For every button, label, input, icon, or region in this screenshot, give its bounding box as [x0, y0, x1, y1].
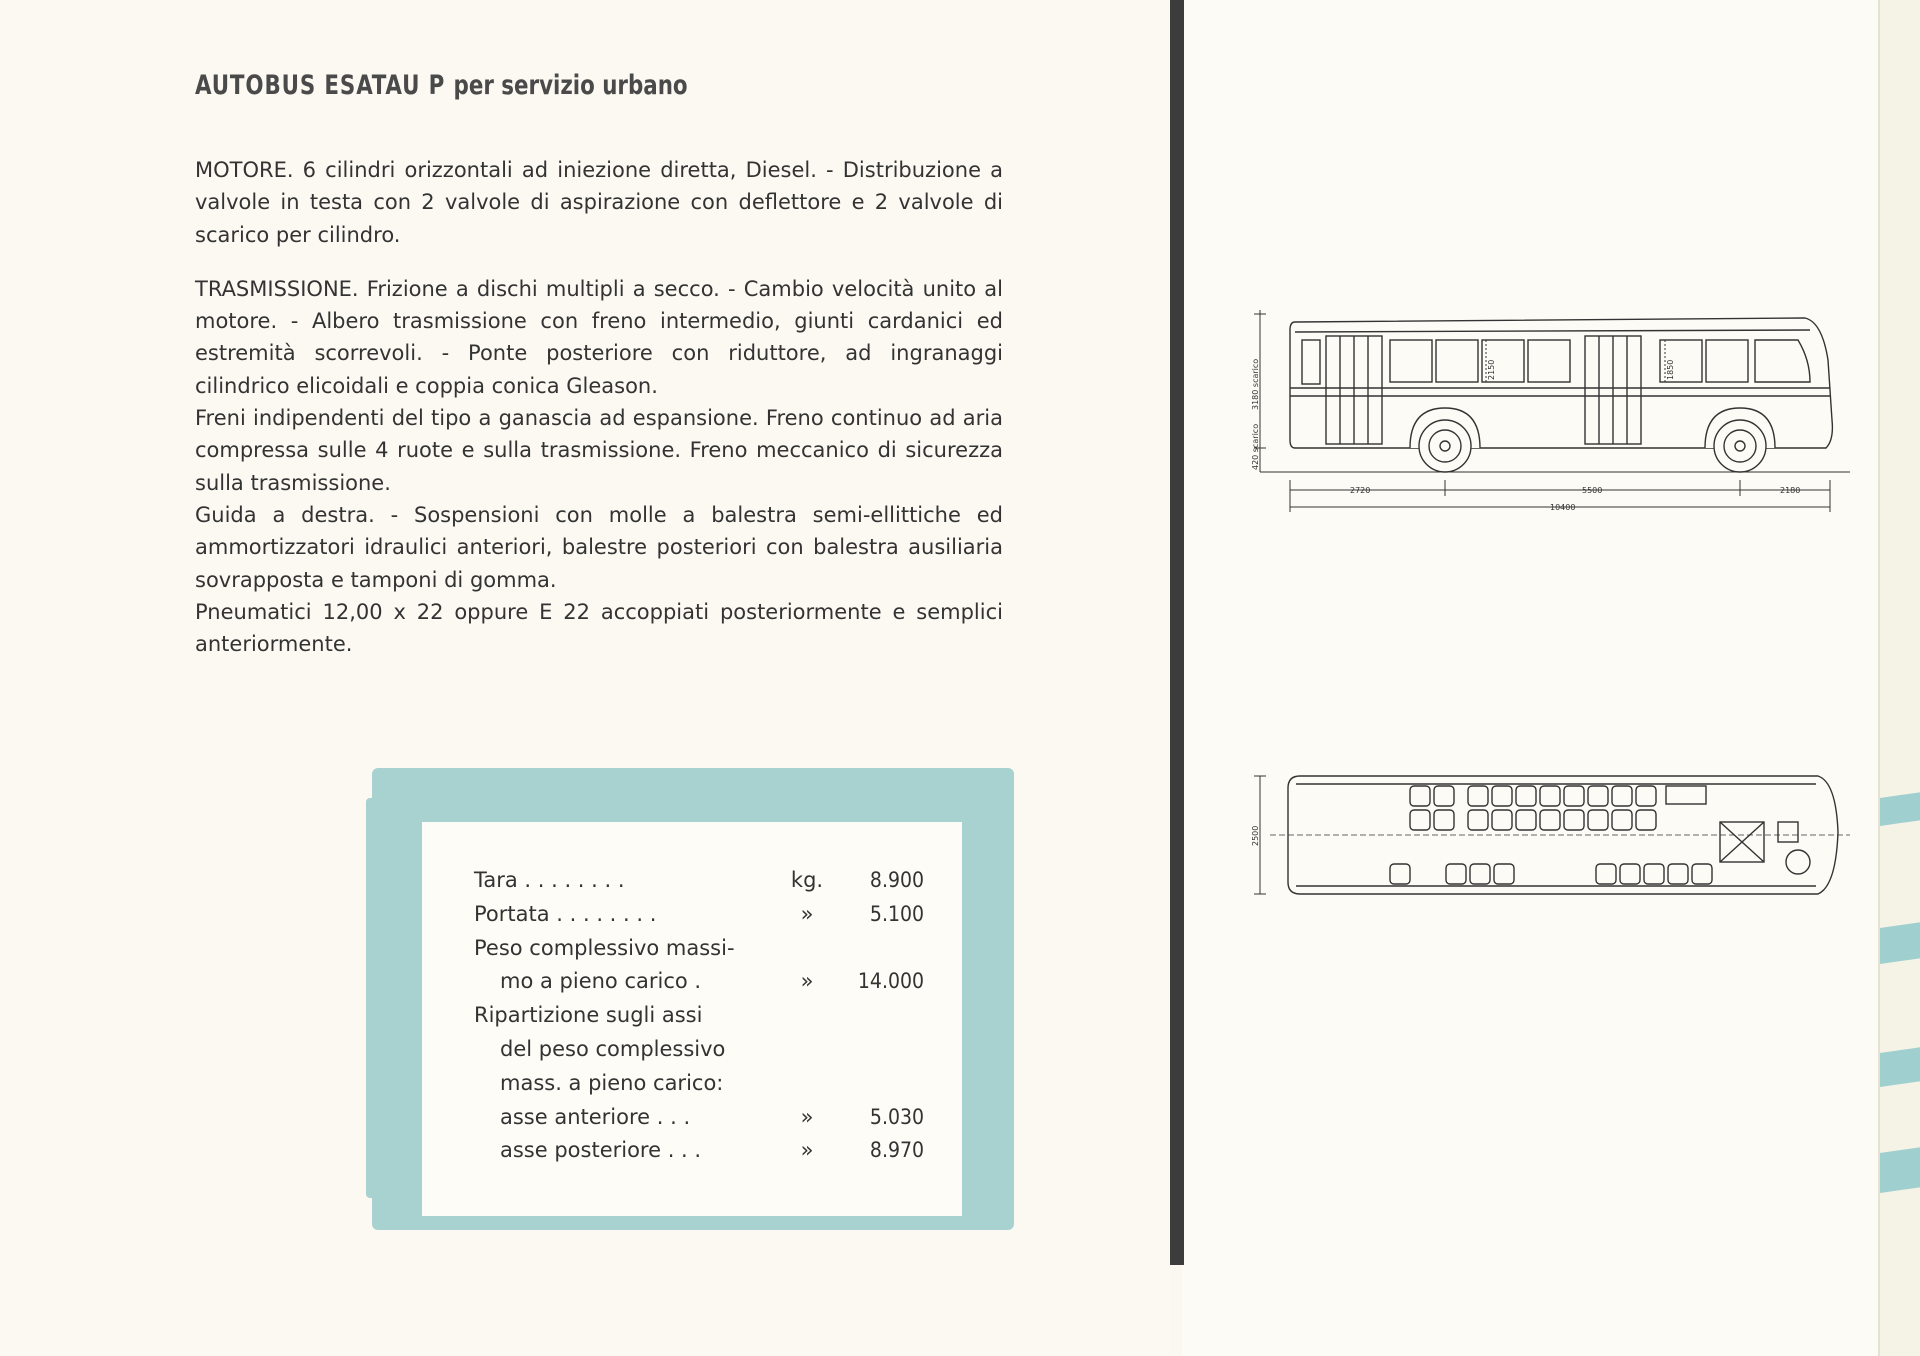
paragraph-guida: Guida a destra. - Sospensioni con molle a balestra semi-ellittiche ed ammortizzatori idraulici anteriori, balestre posteriori con balestra ausiliaria sovrapposta e tamponi di gomma. — [195, 502, 1003, 592]
spec-value: 8.970 — [869, 1138, 924, 1163]
edge-stripe — [1880, 922, 1920, 964]
seat-rows-bottom — [1390, 864, 1712, 884]
dim-420: 420 scarico — [1251, 423, 1260, 470]
weights-table — [474, 864, 924, 1168]
seat-rows-top — [1410, 786, 1706, 830]
spec-label: mass. a pieno carico: — [500, 1070, 724, 1095]
spec-row-tara — [474, 864, 924, 898]
spec-value: 5.030 — [869, 1104, 924, 1129]
spec-label: Tara . . . . . . . . — [474, 868, 625, 892]
spec-label: asse posteriore . . . — [500, 1138, 702, 1163]
edge-stripe — [1880, 1147, 1920, 1193]
paragraph-trasmissione: TRASMISSIONE. Frizione a dischi multipli a secco. - Cambio velocità unito al motore. - Albero trasmissione con freno intermedio, giunti cardanici ed estremità scorrevoli. - Ponte posteriore con riduttore, ad ingranaggi cilindrico elicoidali e coppia conica Gleason. — [195, 276, 1003, 398]
page-title — [195, 70, 688, 101]
next-page-edge — [1878, 0, 1920, 1356]
spec-unit: » — [800, 969, 814, 994]
dim-5500: 5500 — [1582, 486, 1603, 495]
spec-row-peso — [474, 965, 924, 999]
title-bold: AUTOBUS ESATAU P — [195, 70, 446, 101]
bus-plan-view-svg — [1250, 762, 1850, 912]
spec-label: mo a pieno carico . — [500, 969, 702, 994]
spec-row-peso-header — [474, 932, 924, 966]
spec-label: asse anteriore . . . — [500, 1104, 691, 1129]
spec-unit: » — [800, 1138, 814, 1163]
spec-value: 14.000 — [857, 969, 924, 994]
spec-value: 5.100 — [869, 901, 924, 926]
spec-unit: kg. — [790, 868, 824, 892]
spec-label: Portata . . . . . . . . — [474, 901, 657, 926]
front-wheel — [1419, 420, 1471, 472]
spec-unit: » — [800, 901, 814, 926]
title-rest: per servizio urbano — [453, 70, 688, 101]
spec-row-ripartizione-3 — [474, 1067, 924, 1101]
bus-side-view-svg — [1250, 300, 1850, 520]
spec-row-posteriore — [474, 1134, 924, 1168]
edge-stripe — [1880, 792, 1920, 826]
spec-value: 8.900 — [869, 868, 924, 892]
spec-unit: » — [800, 1104, 814, 1129]
bus-plan-view-drawing — [1250, 762, 1850, 912]
spec-label: Ripartizione sugli assi — [474, 1003, 703, 1028]
page-spine-divider — [1170, 0, 1184, 1265]
dim-10400: 10400 — [1550, 503, 1576, 512]
paragraph-freni: Freni indipendenti del tipo a ganascia ad espansione. Freno continuo ad aria compressa sulle 4 ruote e sulla trasmissione. Freno meccanico di sicurezza sulla trasmissione. — [195, 406, 1003, 495]
spec-label: del peso complessivo — [500, 1036, 726, 1061]
spec-label: Peso complessivo massi- — [474, 935, 735, 960]
right-page — [1182, 0, 1920, 1356]
dim-3180: 3180 scarico — [1251, 358, 1260, 410]
spec-row-ripartizione-1 — [474, 999, 924, 1033]
dim-2180: 2180 — [1780, 486, 1801, 495]
paragraph-pneumatici: Pneumatici 12,00 x 22 oppure E 22 accoppiati posteriormente e semplici anteriormente. — [195, 599, 1003, 657]
specification-text — [195, 154, 1003, 660]
dim-2720: 2720 — [1350, 486, 1371, 495]
paragraph-motore: MOTORE. 6 cilindri orizzontali ad iniezione diretta, Diesel. - Distribuzione a valvole in testa con 2 valvole di aspirazione con deflettore e 2 valvole di scarico per cilindro. — [195, 158, 1003, 247]
dim-2150: 2150 — [1487, 359, 1496, 380]
bus-side-view-drawing — [1250, 300, 1850, 520]
spec-row-portata — [474, 898, 924, 932]
spec-row-ripartizione-2 — [474, 1033, 924, 1067]
spec-row-anteriore — [474, 1101, 924, 1135]
dim-2500: 2500 — [1251, 825, 1260, 846]
steering-wheel — [1786, 850, 1810, 874]
rear-wheel — [1714, 420, 1766, 472]
edge-stripe — [1880, 1047, 1920, 1087]
dim-1850: 1850 — [1666, 359, 1675, 380]
